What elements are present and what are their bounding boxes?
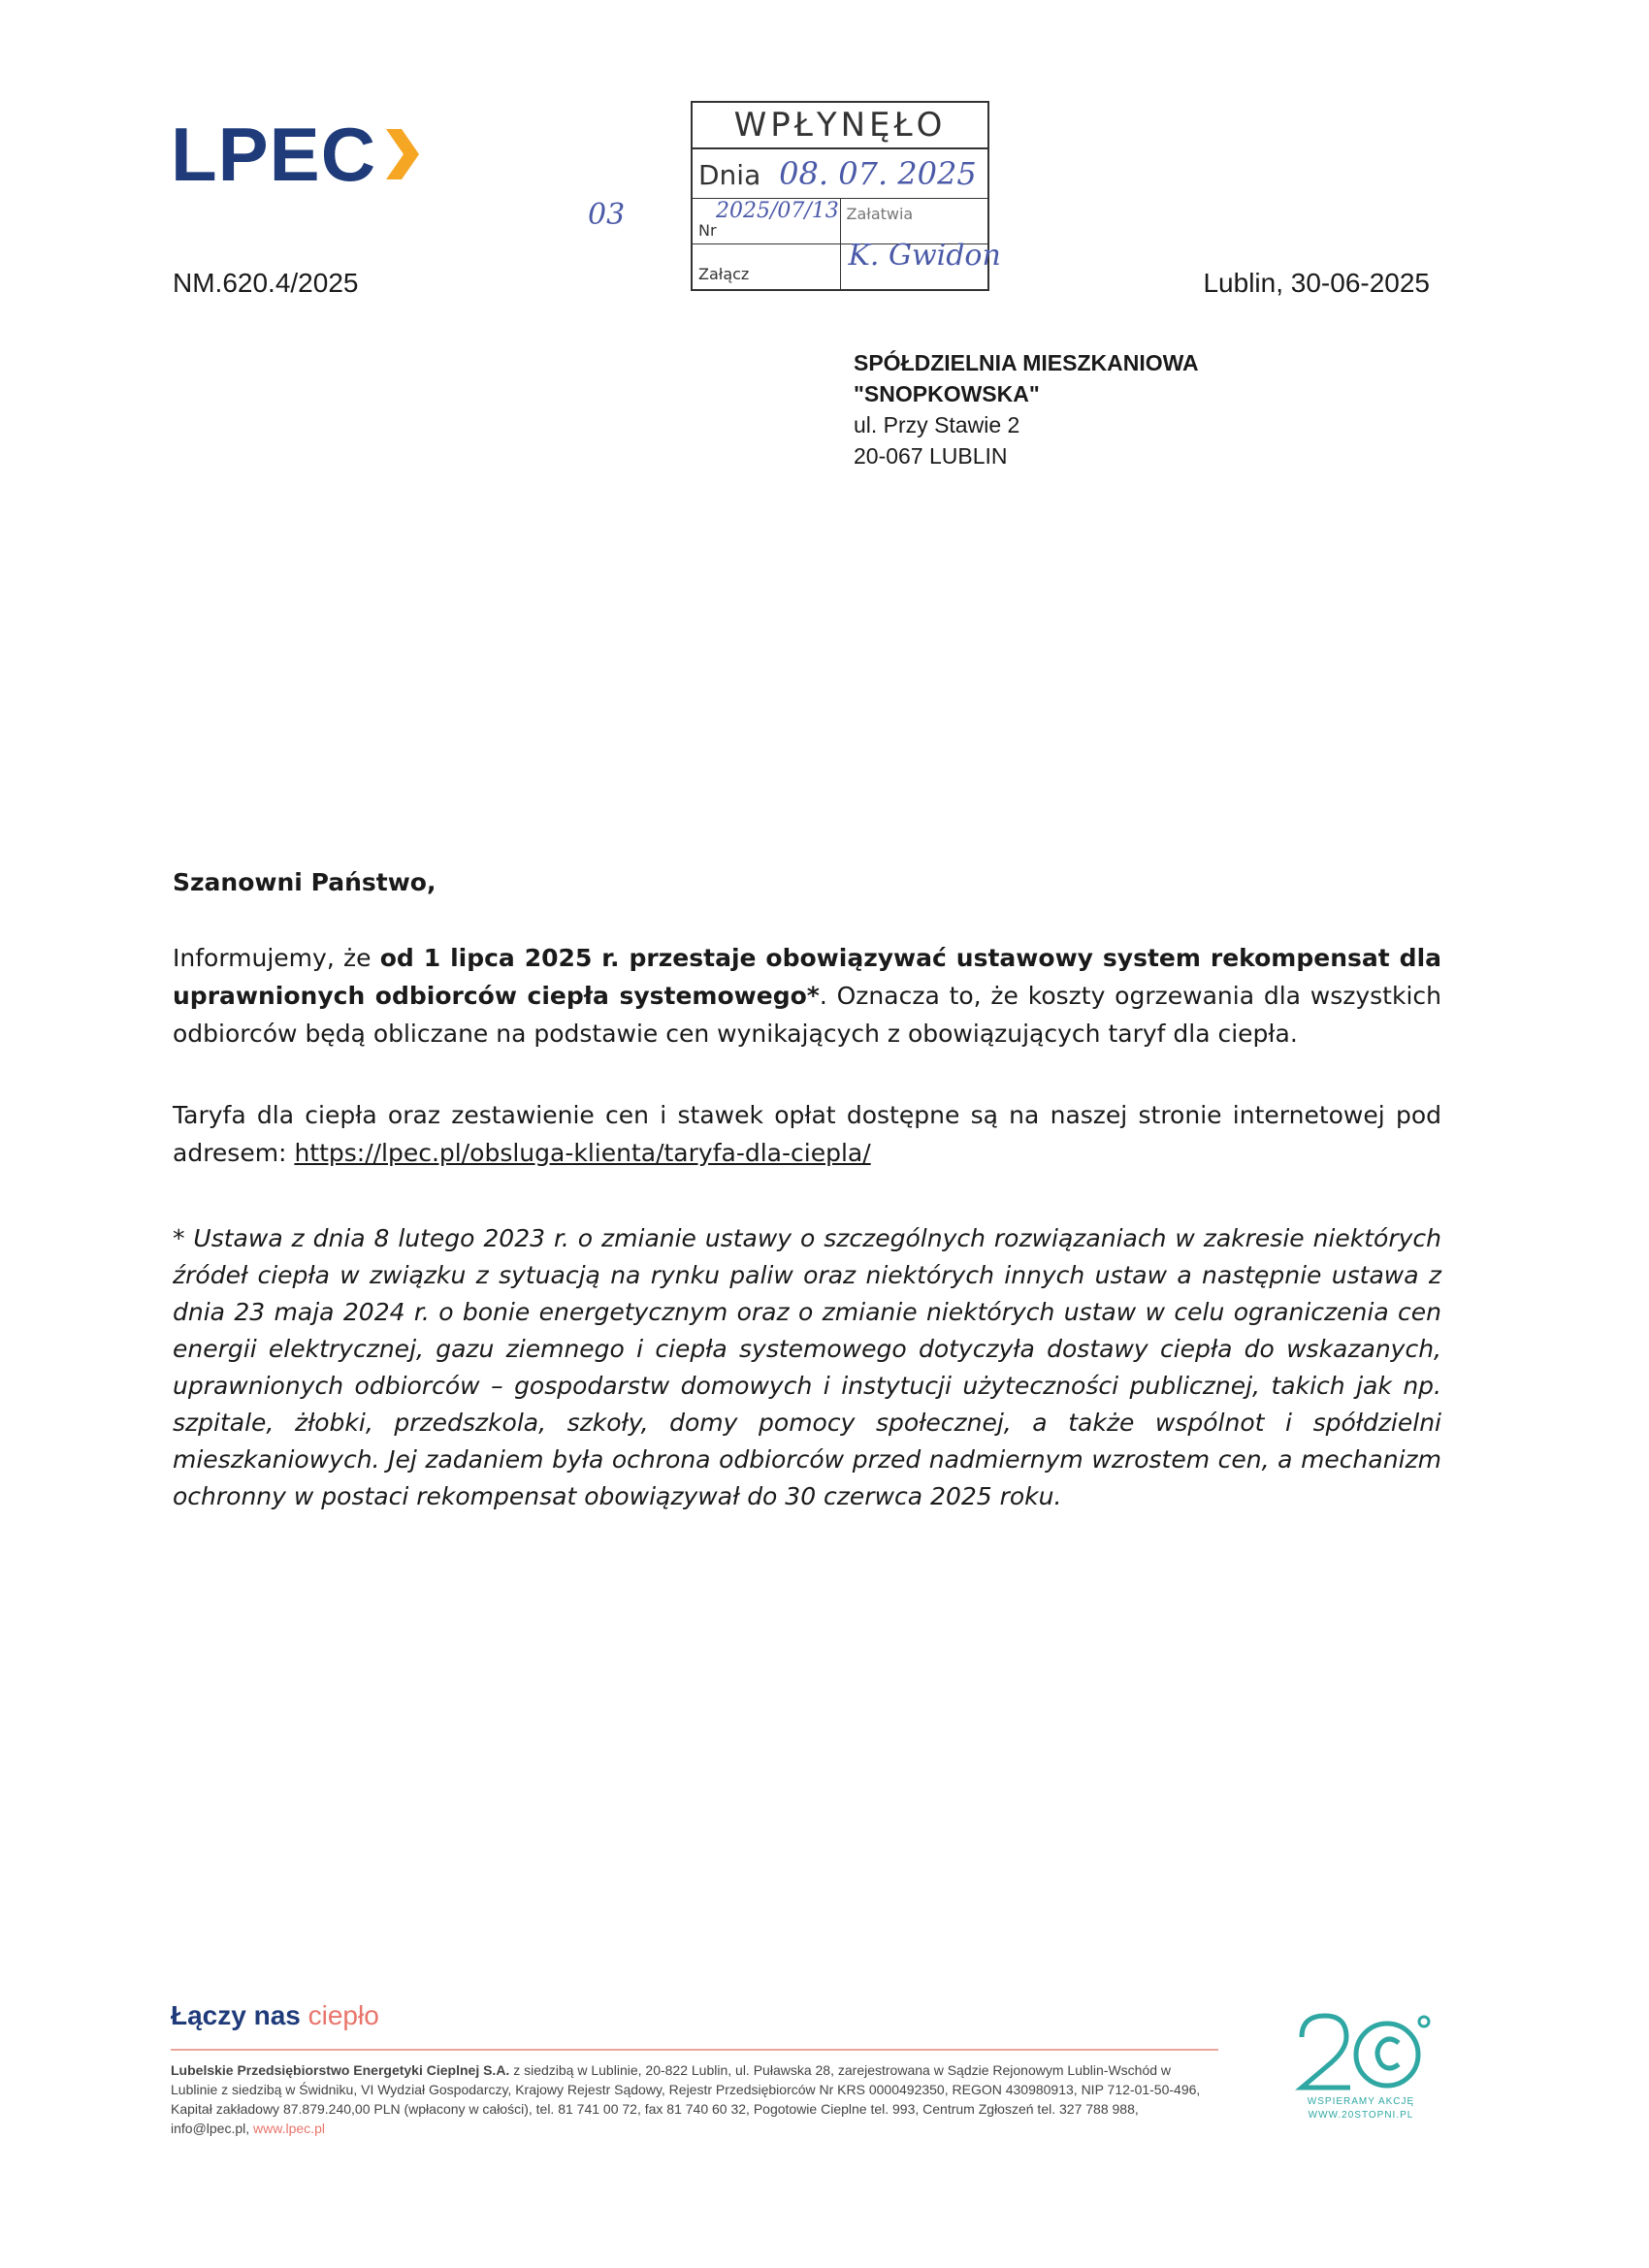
stamp-handler-label: Załatwia (846, 205, 914, 223)
campaign-badge (1278, 2008, 1443, 2122)
tagline-accent: ciepło (307, 2000, 379, 2030)
stamp-date-row (693, 149, 987, 199)
handwritten-prefix: 03 (588, 198, 626, 232)
paragraph-2 (173, 1096, 1441, 1172)
footnote-paragraph: * Ustawa z dnia 8 lutego 2023 r. o zmianie ustawy o szczególnych rozwiązaniach w zakresie niektórych źródeł ciepła w związku z sytuacją na rynku paliw oraz niektórych innych ustaw a następnie ustawa z dnia 23 maja 2024 r. o bonie energetycznym oraz o zmianie niektórych ustaw w celu ograniczenia cen energii elektrycznej, gazu ziemnego i ciepła systemowego dotyczyła dostawy ciepła do wskazanych, uprawnionych odbiorców – gospodarstw domowych i instytucji użyteczności publicznej, takich jak np. szpitale, żłobki, przedszkola, szkoły, domy pomocy społecznej, a także wspólnot i spółdzielni mieszkaniowych. Jej zadaniem była ochrona odbiorców przed nadmiernym wzrostem cen, a mechanizm ochronny w postaci rekompensat obowiązywał do 30 czerwca 2025 roku. (173, 1224, 1441, 1510)
paragraph-2-text: Taryfa dla ciepła oraz zestawienie cen i stawek opłat dostępne są na naszej stronie internetowej pod adresem: (173, 1101, 1441, 1167)
recipient-address (854, 347, 1199, 471)
twenty-degrees-icon (1288, 2008, 1434, 2095)
stamp-signature-cell (840, 239, 1001, 289)
tagline-main: Łączy nas (171, 2000, 308, 2030)
stamp-title: WPŁYNĘŁO (693, 103, 987, 149)
recipient-line-2: "SNOPKOWSKA" (854, 381, 1040, 406)
stamp-attachment-row (693, 239, 1001, 289)
greeting: Szanowni Państwo, (173, 868, 436, 896)
badge-caption-1: WSPIERAMY AKCJĘ (1307, 2096, 1415, 2107)
paragraph-1-emphasis: od 1 lipca 2025 r. przestaje obowiązywać ustawowy system rekompensat dla uprawnionych odbiorców ciepła systemowego* (173, 944, 1442, 1010)
stamp-handwritten-name: K. Gwidon (848, 239, 1001, 273)
recipient-line-1: SPÓŁDZIELNIA MIESZKANIOWA (854, 350, 1199, 375)
received-stamp (691, 101, 1001, 291)
footer-divider (171, 2049, 1218, 2051)
recipient-line-4: 20-067 LUBLIN (854, 443, 1008, 469)
stamp-date-value: 08. 07. 2025 (779, 155, 977, 192)
footer-company-name: Lubelskie Przedsiębiorstwo Energetyki Cieplnej S.A. (171, 2062, 510, 2078)
stamp-number-value: 2025/07/13 (716, 199, 839, 223)
footer-tagline (171, 2000, 379, 2031)
footer-company-info (171, 2060, 1218, 2138)
company-logo (171, 112, 421, 197)
footer-company-details: z siedzibą w Lublinie, 20-822 Lublin, ul. Puławska 28, zarejestrowana w Sądzie Rejonowym Lublin-Wschód w Lublinie z siedzibą w Świdniku, VI Wydział Gospodarczy, Krajowy Rejestr Sądowy, Rejestr Przedsiębiorców Nr KRS 0000492350, REGON 430980913, NIP 712-01-50-496, Kapitał zakładowy 87.879.240,00 PLN (wpłacony w całości), tel. 81 741 00 72, fax 81 740 60 32, Pogotowie Cieplne tel. 993, Centrum Zgłoszeń tel. 327 788 988, info@lpec.pl, (171, 2062, 1201, 2136)
paragraph-1 (173, 939, 1441, 1053)
stamp-number-label: Nr (698, 221, 717, 240)
stamp-date-label: Dnia (698, 159, 761, 191)
chevron-right-icon (382, 125, 421, 183)
stamp-attachment-label: Załącz (698, 265, 750, 283)
stamp-handler-cell (840, 199, 988, 243)
paragraph-1-rest: . Oznacza to, że koszty ogrzewania dla wszystkich odbiorców będą obliczane na podstawie cen wynikających z obowiązujących taryf dla ciepła. (173, 982, 1441, 1048)
tariff-link[interactable]: https://lpec.pl/obsluga-klienta/taryfa-dla-ciepla/ (294, 1139, 871, 1167)
footer-website-link[interactable]: www.lpec.pl (253, 2121, 325, 2136)
paragraph-1-intro: Informujemy, że (173, 944, 380, 972)
recipient-line-3: ul. Przy Stawie 2 (854, 412, 1020, 437)
logo-text: LPEC (171, 112, 377, 197)
stamp-attachment-cell (693, 244, 840, 289)
place-date: Lublin, 30-06-2025 (1203, 268, 1430, 298)
stamp-number-cell (693, 199, 840, 243)
reference-number: NM.620.4/2025 (173, 268, 359, 298)
badge-caption-2: WWW.20STOPNI.PL (1308, 2110, 1414, 2121)
stamp-number-row (693, 199, 987, 244)
